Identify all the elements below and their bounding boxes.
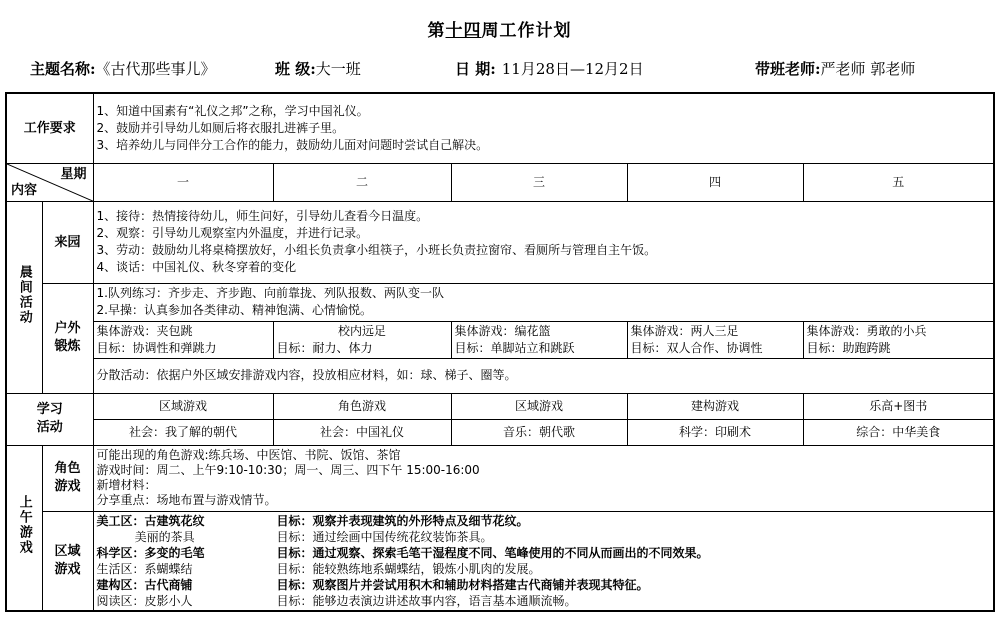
class-label: 班 级:: [275, 60, 316, 78]
group-game-goal: 目标：助跑跨跳: [806, 340, 891, 355]
corner-content-label: 内容: [11, 182, 38, 198]
weekday-header-row: [6, 163, 994, 201]
page-title: [0, 16, 999, 41]
theme-field: [30, 58, 216, 79]
area-game-label: [42, 511, 93, 611]
arrival-content: [93, 201, 994, 283]
requirement-item: 2、鼓励并引导幼儿如厕后将衣服扎进裤子里。: [96, 120, 345, 135]
group-game-title: 校内远足: [338, 323, 387, 338]
arrival-item: 4、谈话：中国礼仪、秋冬穿着的变化: [96, 260, 297, 274]
area-name: 阅读区：皮影小人: [96, 593, 193, 608]
learning-subject: 音乐：朝代歌: [451, 419, 627, 445]
group-game-cell: [803, 321, 994, 358]
teacher-value: 严老师 郭老师: [820, 60, 916, 78]
requirements-content: [93, 93, 994, 163]
area-game-grid: [97, 513, 991, 609]
group-game-goal: 目标：耐力、体力: [276, 340, 373, 355]
area-goal: 目标：能较熟练地系蝴蝶结，锻炼小肌肉的发展。: [276, 561, 541, 576]
class-value: 大一班: [315, 60, 361, 78]
corner-weekday-label: 星期: [60, 166, 87, 182]
requirement-item: 1、知道中国素有“礼仪之邦”之称，学习中国礼仪。: [96, 103, 369, 118]
date-field: [455, 58, 644, 79]
am-games-text: 上午游戏: [16, 495, 32, 556]
theme-label: 主题名称:: [30, 60, 96, 78]
diagonal-corner-cell: [6, 163, 93, 201]
day-header: 二: [273, 163, 451, 201]
area-name: 科学区：多变的毛笔: [96, 545, 205, 560]
role-game-content: [93, 445, 994, 511]
date-value: 11月28日—12月2日: [501, 60, 644, 78]
teacher-label: 带班老师:: [755, 60, 821, 78]
role-game-item: 可能出现的角色游戏:练兵场、中医馆、书院、饭馆、茶馆: [96, 448, 401, 462]
area-goal: 目标：观察并表现建筑的外形特点及细节花纹。: [276, 513, 529, 528]
requirement-item: 3、培养幼儿与同伴分工合作的能力，鼓励幼儿面对问题时尝试自己解决。: [96, 137, 489, 152]
area-game-content: [93, 511, 994, 611]
area-goal: 目标：通过观察、探索毛笔干湿程度不同、笔峰使用的不同从而画出的不同效果。: [276, 545, 709, 560]
learning-subject: 综合：中华美食: [803, 419, 994, 445]
day-header: 五: [803, 163, 994, 201]
class-field: [275, 58, 361, 79]
outdoor-content: [93, 283, 994, 321]
role-game-row: [6, 445, 994, 511]
day-header: 一: [93, 163, 273, 201]
learning-type: 区域游戏: [93, 393, 273, 419]
role-game-item: 分享重点：场地布置与游戏情节。: [96, 493, 277, 507]
scatter-activity-row: [6, 358, 994, 393]
outdoor-label: [42, 283, 93, 393]
area-name: 建构区：古代商铺: [96, 577, 193, 592]
requirements-label: 工作要求: [6, 93, 93, 163]
arrival-item: 2、观察：引导幼儿观察室内外温度，并进行记录。: [96, 226, 369, 240]
arrival-item: 3、劳动：鼓励幼儿将桌椅摆放好，小组长负责拿小组筷子，小班长负责拉窗帘、看厕所与管理自主午饭。: [96, 243, 657, 257]
group-game-cell: [273, 321, 451, 358]
group-games-row: [6, 321, 994, 358]
outdoor-drill-row: [6, 283, 994, 321]
group-game-title: 集体游戏：夹包跳: [96, 323, 193, 338]
role-game-label: [42, 445, 93, 511]
learning-subject: 社会：中国礼仪: [273, 419, 451, 445]
learning-label-text: 学习活动: [36, 402, 63, 435]
title-suffix: 周工作计划: [481, 21, 572, 41]
week-number: 十四: [445, 21, 482, 41]
learning-subjects-row: [6, 419, 994, 445]
scatter-activity: 分散活动：依据户外区域安排游戏内容，投放相应材料，如：球、梯子、圈等。: [93, 358, 994, 393]
morning-activity-text: 晨间活动: [16, 264, 32, 325]
weekly-plan-table: [5, 92, 995, 612]
group-game-cell: [627, 321, 803, 358]
area-goal: 目标：能够边表演边讲述故事内容，语言基本通顺流畅。: [276, 593, 577, 608]
requirements-row: [6, 93, 994, 163]
arrival-label: 来园: [42, 201, 93, 283]
group-game-goal: 目标：单脚站立和跳跃: [454, 340, 575, 355]
group-game-title: 集体游戏：勇敢的小兵: [806, 323, 927, 338]
learning-subject: 科学：印刷术: [627, 419, 803, 445]
outdoor-item: 1.队列练习：齐步走、齐步跑、向前靠拢、列队报数、两队变一队: [96, 286, 444, 300]
arrival-item: 1、接待：热情接待幼儿，师生问好，引导幼儿查看今日温度。: [96, 209, 429, 223]
teacher-field: [755, 58, 915, 79]
learning-type: 建构游戏: [627, 393, 803, 419]
group-game-title: 集体游戏：编花篮: [454, 323, 551, 338]
group-game-goal: 目标：双人合作、协调性: [630, 340, 763, 355]
outdoor-label-text: 户外锻炼: [54, 321, 81, 354]
group-game-cell: [451, 321, 627, 358]
role-game-item: 游戏时间：周二、上午9:10-10:30；周一、周三、四下午 15:00-16:00: [96, 463, 480, 477]
arrival-row: [6, 201, 994, 283]
group-game-title: 集体游戏：两人三足: [630, 323, 739, 338]
group-game-cell: [93, 321, 273, 358]
area-game-label-text: 区域游戏: [54, 543, 81, 577]
learning-types-row: [6, 393, 994, 419]
learning-type: 角色游戏: [273, 393, 451, 419]
area-goal: 目标：观察图片并尝试用积木和辅助材料搭建古代商铺并表现其特征。: [276, 577, 649, 592]
title-prefix: 第: [427, 21, 446, 41]
area-goal: 目标：通过绘画中国传统花纹装饰茶具。: [276, 529, 493, 544]
learning-label: [6, 393, 93, 445]
learning-type: 乐高+图书: [803, 393, 994, 419]
learning-subject: 社会：我了解的朝代: [93, 419, 273, 445]
area-name: 美丽的茶具: [96, 529, 195, 544]
day-header: 三: [451, 163, 627, 201]
group-game-goal: 目标：协调性和弹跳力: [96, 340, 217, 355]
theme-value: 《古代那些事儿》: [95, 60, 216, 78]
area-game-row: [6, 511, 994, 611]
outdoor-item: 2.早操：认真参加各类律动、精神饱满、心情愉悦。: [96, 303, 372, 317]
date-label: 日 期:: [455, 60, 496, 78]
area-name: 生活区：系蝴蝶结: [96, 561, 193, 576]
am-games-label: [6, 445, 42, 611]
day-header: 四: [627, 163, 803, 201]
plan-header: [0, 58, 999, 82]
morning-activity-label: [6, 201, 42, 393]
role-game-label-text: 角色游戏: [54, 461, 81, 494]
area-name: 美工区：古建筑花纹: [96, 513, 205, 528]
learning-type: 区域游戏: [451, 393, 627, 419]
role-game-item: 新增材料：: [96, 478, 157, 492]
